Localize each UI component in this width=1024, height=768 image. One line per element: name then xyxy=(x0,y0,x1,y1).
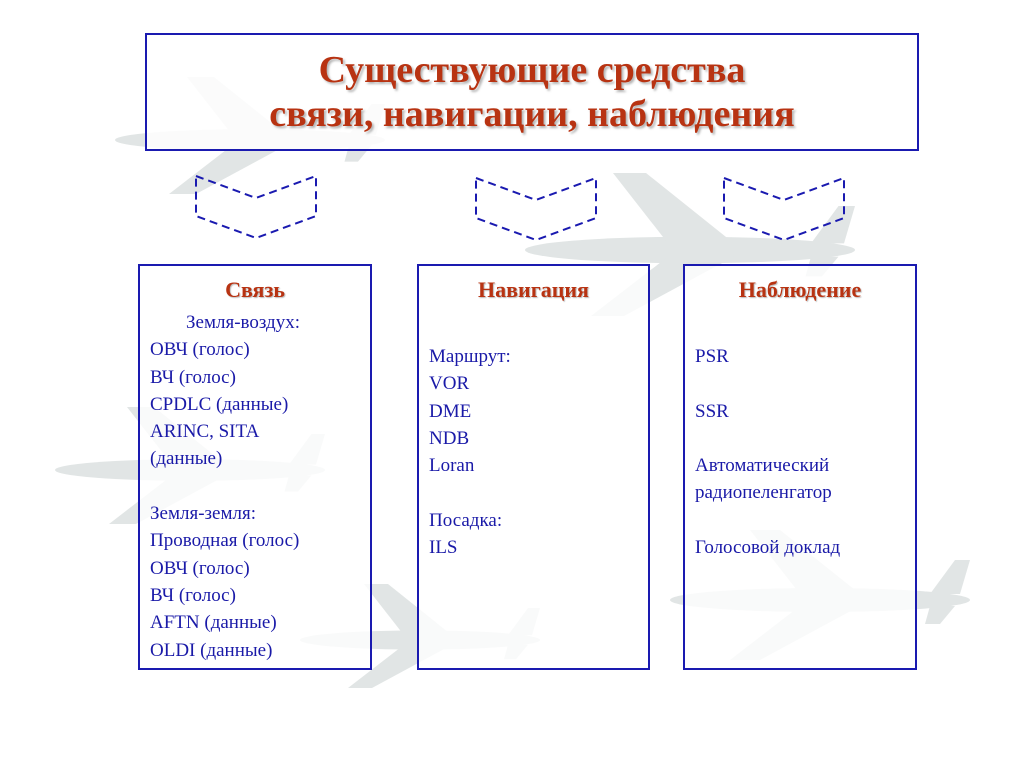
surveillance-column xyxy=(683,264,917,670)
list-item: Земля-земля: xyxy=(150,503,256,525)
list-item: радиопеленгатор xyxy=(695,482,832,504)
column-body xyxy=(695,343,909,561)
list-item: Loran xyxy=(429,455,475,477)
list-item: Автоматический xyxy=(695,455,830,477)
list-item: SSR xyxy=(695,400,729,422)
column-heading: Навигация xyxy=(478,277,589,302)
list-item: ОВЧ (голос) xyxy=(150,339,250,361)
list-item: OLDI (данные) xyxy=(150,639,273,661)
title-line-2: связи, навигации, наблюдения xyxy=(269,93,795,135)
list-item xyxy=(150,473,364,500)
list-item xyxy=(695,425,909,452)
list-item: Земля-воздух: xyxy=(186,312,300,333)
list-item: AFTN (данные) xyxy=(150,612,277,634)
list-item: PSR xyxy=(695,346,729,367)
list-item: DME xyxy=(429,400,472,422)
dashed-chevron-down-icon xyxy=(472,174,602,244)
list-item: VOR xyxy=(429,373,470,395)
list-item: Посадка: xyxy=(429,509,503,531)
title-box xyxy=(145,33,919,151)
list-item: ВЧ (голос) xyxy=(150,366,236,388)
list-item: (данные) xyxy=(150,448,223,470)
list-item: ARINC, SITA xyxy=(150,421,260,443)
title-line-1: Существующие средства xyxy=(318,49,746,91)
list-item: CPDLC (данные) xyxy=(150,393,289,415)
dashed-chevron-down-icon xyxy=(192,172,322,242)
column-heading: Связь xyxy=(225,277,285,302)
list-item: ILS xyxy=(429,537,458,559)
dashed-chevron-down-icon xyxy=(720,174,850,244)
list-item: Голосовой доклад xyxy=(695,537,841,559)
column-heading: Наблюдение xyxy=(738,277,862,302)
navigation-column xyxy=(417,264,650,670)
list-item: ВЧ (голос) xyxy=(150,584,236,606)
column-body xyxy=(429,343,642,561)
list-item: NDB xyxy=(429,427,470,449)
communication-column xyxy=(138,264,372,670)
list-item: Проводная (голос) xyxy=(150,530,300,552)
list-item xyxy=(695,507,909,534)
list-item: Маршрут: xyxy=(429,346,511,367)
list-item xyxy=(695,370,909,397)
list-item xyxy=(429,479,642,506)
column-body xyxy=(150,309,364,664)
list-item: ОВЧ (голос) xyxy=(150,557,250,579)
